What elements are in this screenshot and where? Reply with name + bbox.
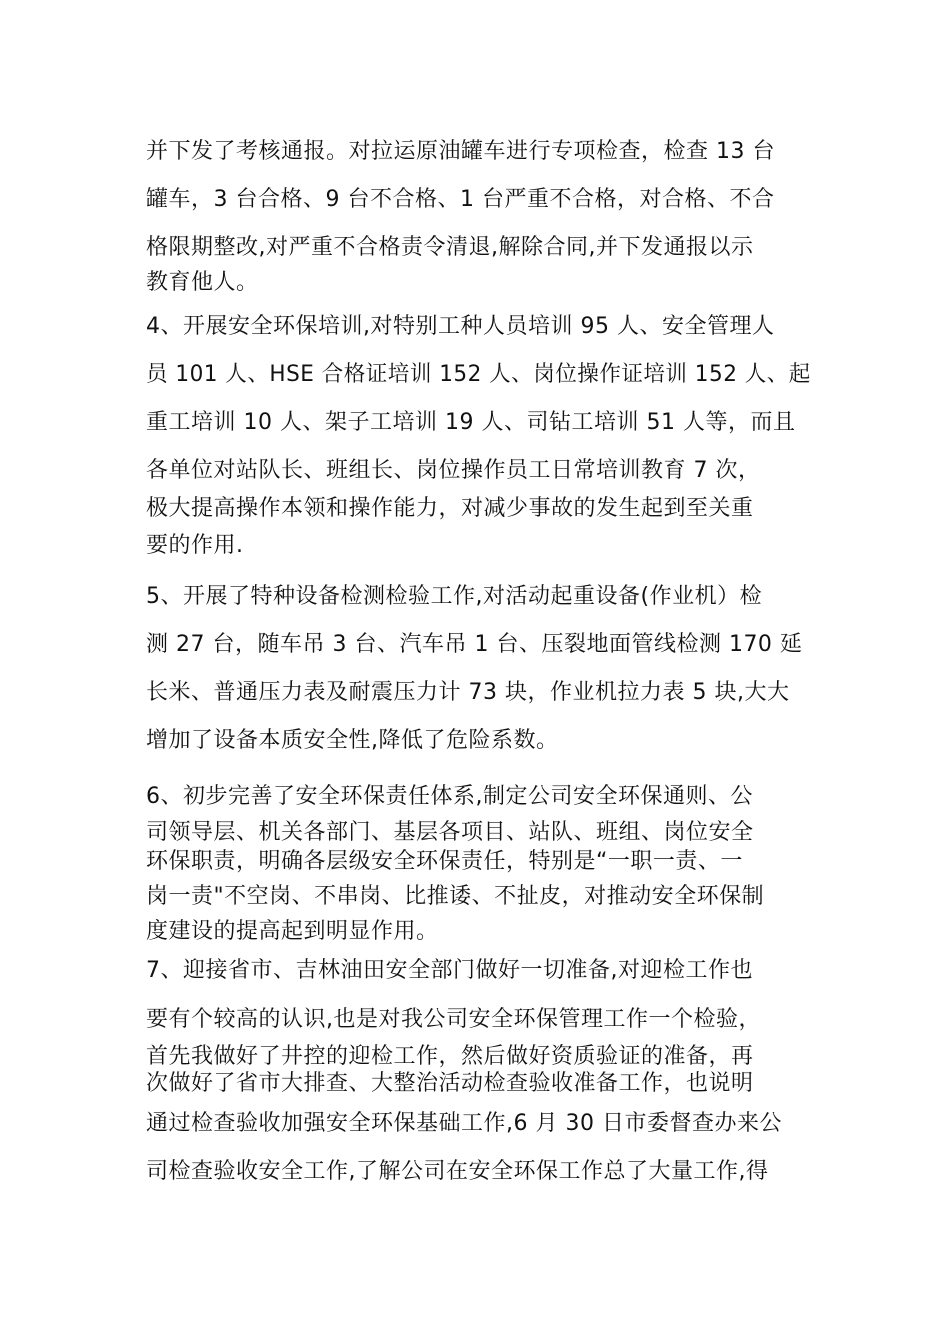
text-line: 员 101 人、HSE 合格证培训 152 人、岗位操作证培训 152 人、起 [146, 362, 811, 387]
text-line: 通过检查验收加强安全环保基础工作,6 月 30 日市委督查办来公 [146, 1111, 782, 1136]
text-line: 格限期整改,对严重不合格责令清退,解除合同,并下发通报以示 [146, 235, 754, 260]
text-line: 5、开展了特种设备检测检验工作,对活动起重设备(作业机）检 [146, 584, 763, 609]
text-line: 各单位对站队长、班组长、岗位操作员工日常培训教育 7 次， [146, 458, 761, 483]
text-line: 并下发了考核通报。对拉运原油罐车进行专项检查，检查 13 台 [146, 139, 775, 164]
text-line: 次做好了省市大排查、大整治活动检查验收准备工作，也说明 [146, 1071, 754, 1096]
text-line: 度建设的提高起到明显作用。 [146, 919, 439, 944]
text-line: 首先我做好了井控的迎检工作，然后做好资质验证的准备，再 [146, 1044, 754, 1069]
text-line: 7、迎接省市、吉林油田安全部门做好一切准备,对迎检工作也 [146, 958, 753, 983]
text-line: 4、开展安全环保培训,对特别工种人员培训 95 人、安全管理人 [146, 314, 775, 339]
text-line: 司检查验收安全工作,了解公司在安全环保工作总了大量工作,得 [146, 1159, 769, 1184]
text-line: 司领导层、机关各部门、基层各项目、站队、班组、岗位安全 [146, 820, 754, 845]
text-line: 要的作用. [146, 533, 244, 558]
text-line: 环保职责，明确各层级安全环保责任，特别是“一职一责、一 [146, 849, 743, 874]
text-line: 教育他人。 [146, 270, 259, 295]
text-line: 罐车，3 台合格、9 台不合格、1 台严重不合格，对合格、不合 [146, 187, 775, 212]
text-line: 测 27 台，随车吊 3 台、汽车吊 1 台、压裂地面管线检测 170 延 [146, 632, 803, 657]
text-line: 长米、普通压力表及耐震压力计 73 块，作业机拉力表 5 块,大大 [146, 680, 790, 705]
text-line: 增加了设备本质安全性,降低了危险系数。 [146, 728, 559, 753]
text-line: 要有个较高的认识,也是对我公司安全环保管理工作一个检验， [146, 1007, 761, 1032]
text-line: 极大提高操作本领和操作能力，对减少事故的发生起到至关重 [146, 496, 754, 521]
text-line: 岗一责"不空岗、不串岗、比推诿、不扯皮，对推动安全环保制 [146, 884, 765, 909]
text-line: 6、初步完善了安全环保责任体系,制定公司安全环保通则、公 [146, 784, 753, 809]
text-line: 重工培训 10 人、架子工培训 19 人、司钻工培训 51 人等，而且 [146, 410, 796, 435]
